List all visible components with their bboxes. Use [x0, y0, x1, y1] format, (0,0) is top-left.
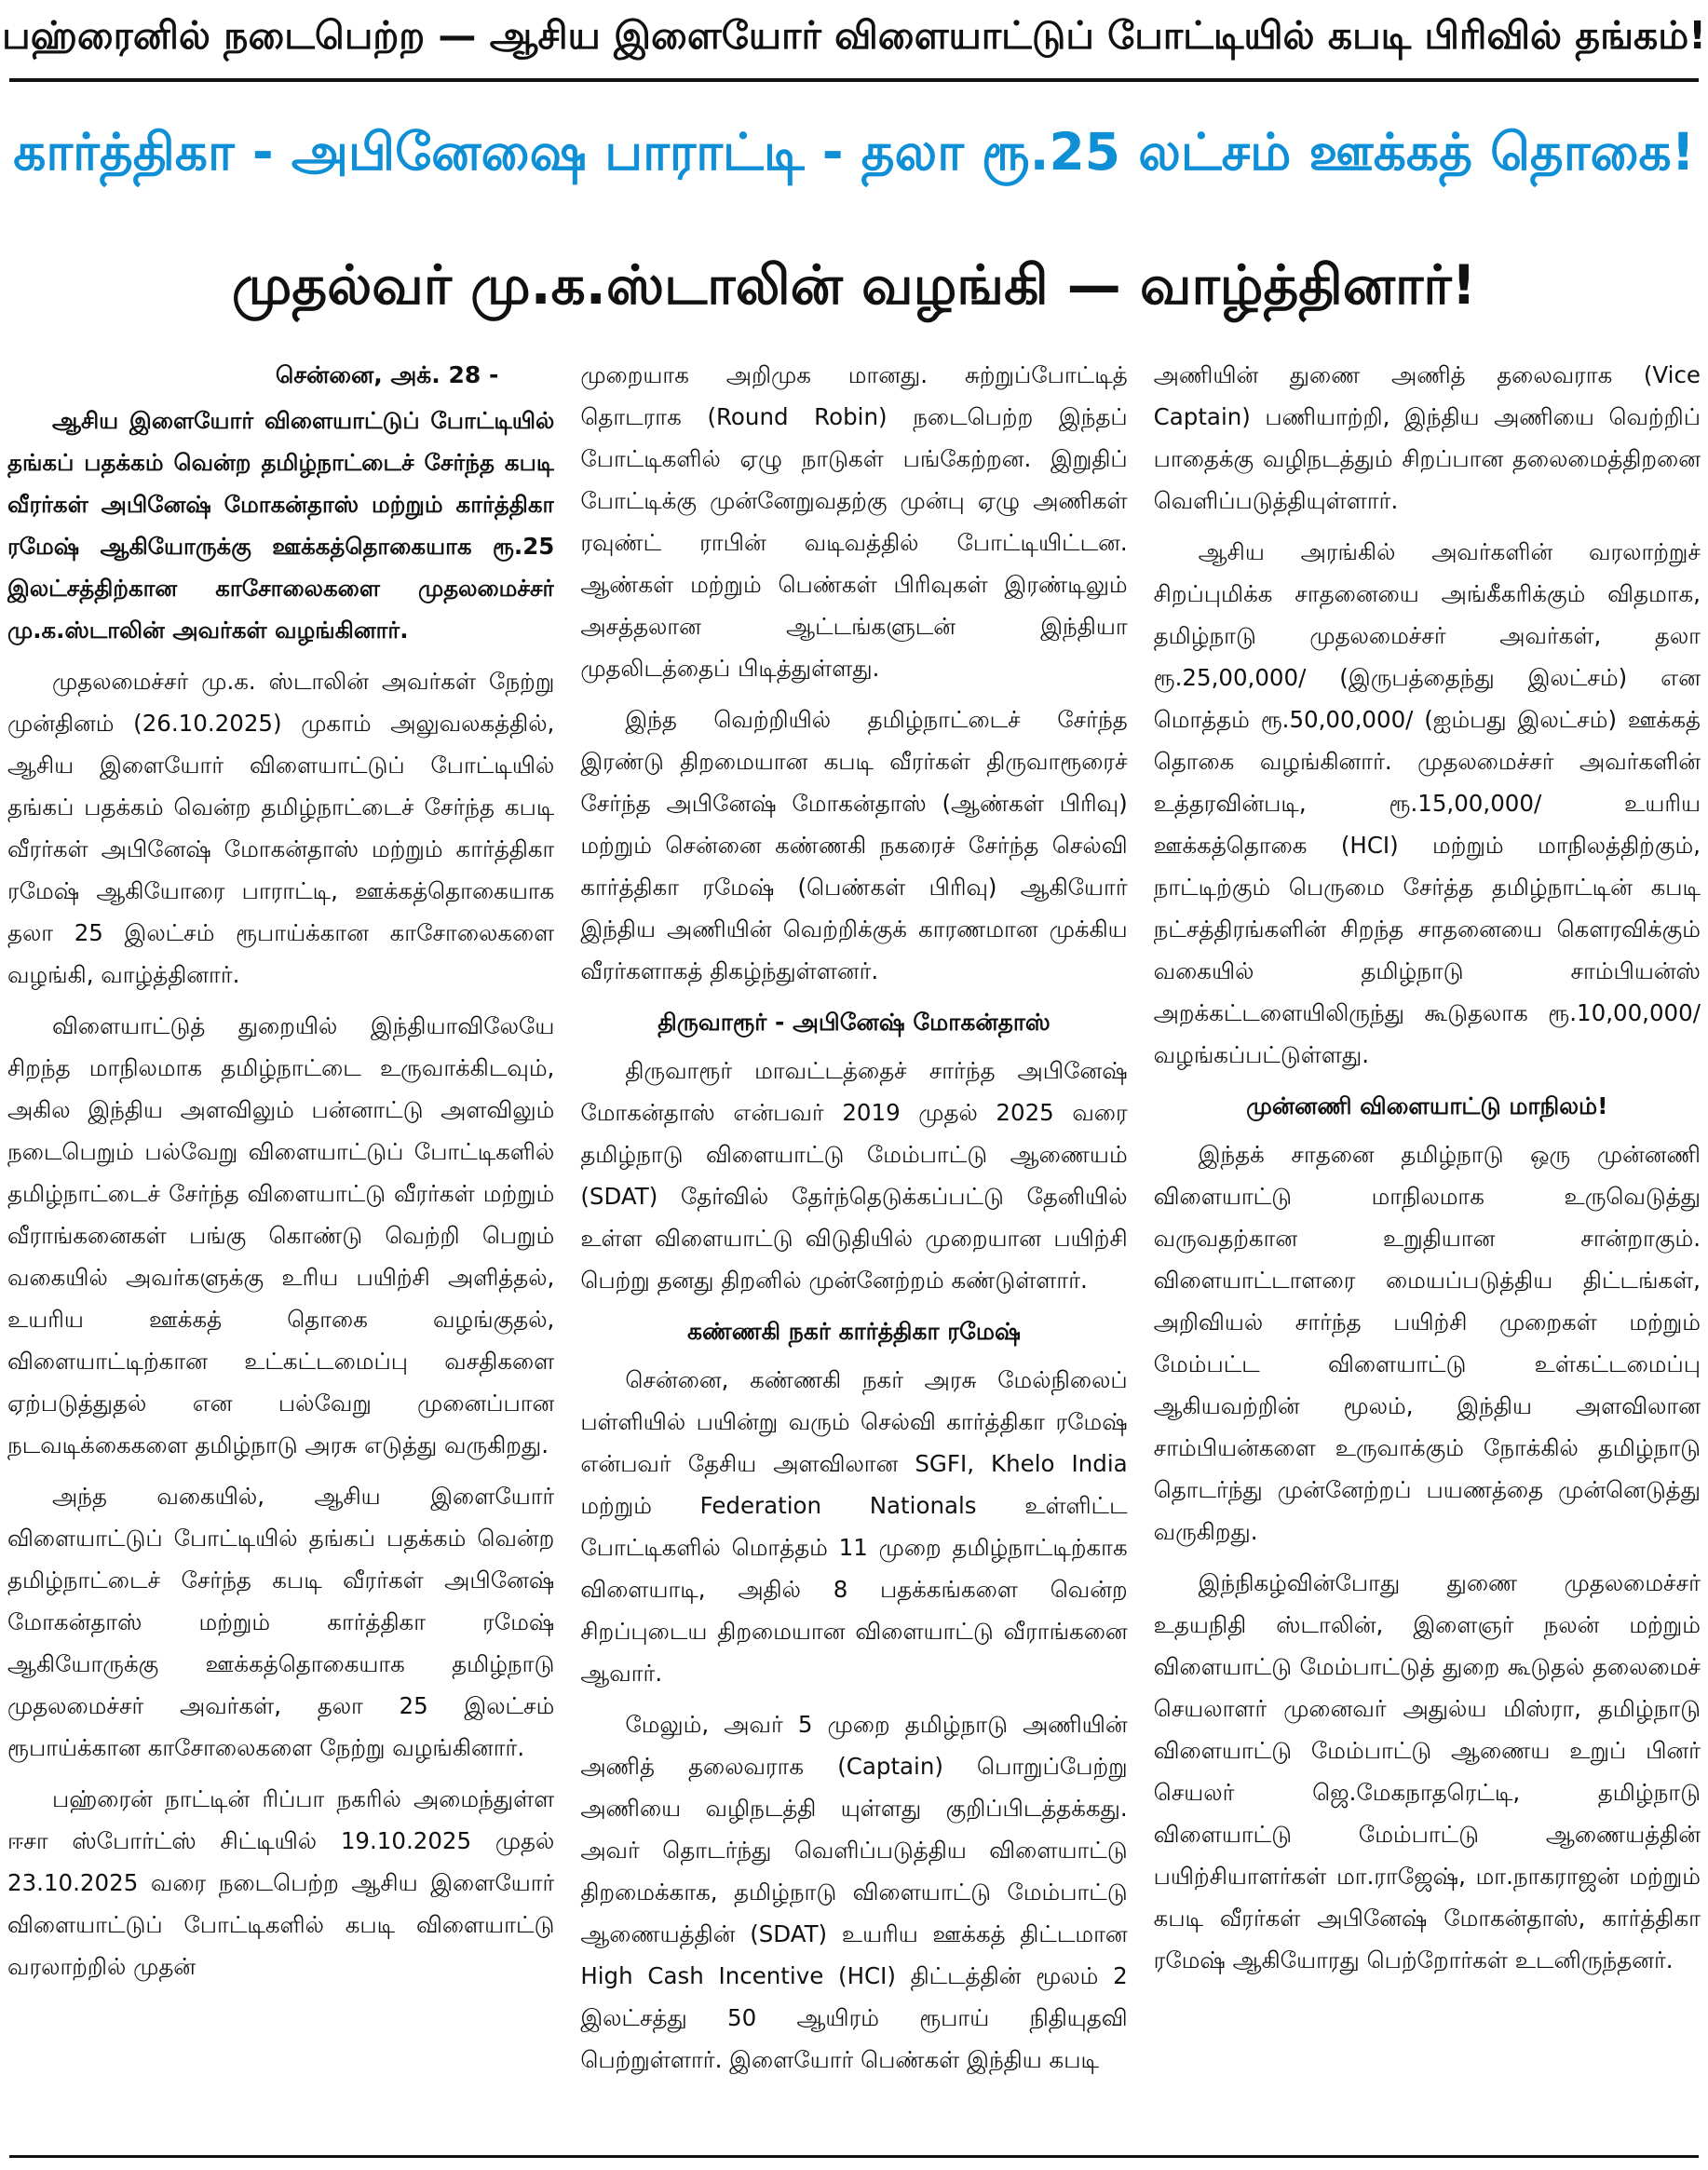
article-body: [7, 354, 1701, 2133]
paragraph: அணியின் துணை அணித் தலைவராக (Vice Captain) பணியாற்றி, இந்திய அணியை வெற்றிப் பாதைக்கு வழிநடத்தும் சிறப்பான தலைமைத்திறனை வெளிப்படுத்தியுள்ளார்.: [1153, 361, 1701, 514]
paragraph: பஹ்ரைன் நாட்டின் ரிப்பா நகரில் அமைந்துள்ள ஈசா ஸ்போர்ட்ஸ் சிட்டியில் 19.10.2025 முதல் 23.10.2025 வரை நடைபெற்ற ஆசிய இளையோர் விளையாட்டுப் போட்டிகளில் கபடி விளையாட்டு வரலாற்றில் முதன்: [7, 1785, 555, 1980]
paragraph: இந்நிகழ்வின்போது துணை முதலமைச்சர் உதயநிதி ஸ்டாலின், இளைஞர் நலன் மற்றும் விளையாட்டு மேம்பாட்டுத் துறை கூடுதல் தலைமைச் செயலாளர் முனைவர் அதுல்ய மிஸ்ரா, தமிழ்நாடு விளையாட்டு மேம்பாட்டு ஆணைய உறுப் பினர் செயலர் ஜெ.மேகநாதரெட்டி, தமிழ்நாடு விளையாட்டு மேம்பாட்டு ஆணையத்தின் பயிற்சியாளர்கள் மா.ராஜேஷ், மா.நாகராஜன் மற்றும் கபடி வீரர்கள் அபினேஷ் மோகன்தாஸ், கார்த்திகா ரமேஷ் ஆகியோரது பெற்றோர்கள் உடனிருந்தனர்.: [1153, 1569, 1701, 1973]
dateline: சென்னை, அக். 28 -: [275, 361, 499, 388]
paragraph: திருவாரூர் மாவட்டத்தைச் சார்ந்த அபினேஷ் மோகன்தாஸ் என்பவர் 2019 முதல் 2025 வரை தமிழ்நாடு விளையாட்டு மேம்பாட்டு ஆணையம் (SDAT) தேர்வில் தேர்ந்தெடுக்கப்பட்டு தேனியில் உள்ள விளையாட்டு விடுதியில் முறையான பயிற்சி பெற்று தனது திறனில் முன்னேற்றம் கண்டுள்ளார்.: [580, 1057, 1128, 1294]
column-1: [7, 354, 554, 2133]
paragraph: விளையாட்டுத் துறையில் இந்தியாவிலேயே சிறந்த மாநிலமாக தமிழ்நாட்டை உருவாக்கிடவும், அகில இந்திய அளவிலும் பன்னாட்டு அளவிலும் நடைபெறும் பல்வேறு விளையாட்டுப் போட்டிகளில் தமிழ்நாட்டைச் சேர்ந்த விளையாட்டு வீரர்கள் மற்றும் வீராங்கனைகள் பங்கு கொண்டு வெற்றி பெறும் வகையில் அவர்களுக்கு உரிய பயிற்சி அளித்தல், உயரிய ஊக்கத் தொகை வழங்குதல், விளையாட்டிற்கான உட்கட்டமைப்பு வசதிகளை ஏற்படுத்துதல் என பல்வேறு முனைப்பான நடவடிக்கைகளை தமிழ்நாடு அரசு எடுத்து வருகிறது.: [7, 1012, 555, 1458]
section-subheading: முன்னணி விளையாட்டு மாநிலம்!: [1246, 1092, 1608, 1119]
section-subheading: கண்ணகி நகர் கார்த்திகா ரமேஷ்: [686, 1318, 1021, 1345]
paragraph: முதலமைச்சர் மு.க. ஸ்டாலின் அவர்கள் நேற்று முன்தினம் (26.10.2025) முகாம் அலுவலகத்தில், ஆசிய இளையோர் விளையாட்டுப் போட்டியில் தங்கப் பதக்கம் வென்ற தமிழ்நாட்டைச் சேர்ந்த கபடி வீரர்கள் அபினேஷ் மோகன்தாஸ் மற்றும் கார்த்திகா ரமேஷ் ஆகியோரை பாராட்டி, ஊக்கத்தொகையாக தலா 25 இலட்சம் ரூபாய்க்கான காசோலைகளை வழங்கி, வாழ்த்தினார்.: [7, 668, 555, 988]
section-subheading: திருவாரூர் - அபினேஷ் மோகன்தாஸ்: [657, 1009, 1051, 1036]
main-headline: கார்த்திகா - அபினேஷை பாராட்டி - தலா ரூ.25 லட்சம் ஊக்கத் தொகை!: [13, 122, 1695, 182]
lead-paragraph: ஆசிய இளையோர் விளையாட்டுப் போட்டியில் தங்கப் பதக்கம் வென்ற தமிழ்நாட்டைச் சேர்ந்த கபடி வீரர்கள் அபினேஷ் மோகன்தாஸ் மற்றும் கார்த்திகா ரமேஷ் ஆகியோருக்கு ஊக்கத்தொகையாக ரூ.25 இலட்சத்திற்கான காசோலைகளை முதலமைச்சர் மு.க.ஸ்டாலின் அவர்கள் வழங்கினார்.: [7, 407, 555, 644]
paragraph: இந்த வெற்றியில் தமிழ்நாட்டைச் சேர்ந்த இரண்டு திறமையான கபடி வீரர்கள் திருவாரூரைச் சேர்ந்த அபினேஷ் மோகன்தாஸ் (ஆண்கள் பிரிவு) மற்றும் சென்னை கண்ணகி நகரைச் சேர்ந்த செல்வி கார்த்திகா ரமேஷ் (பெண்கள் பிரிவு) ஆகியோர் இந்திய அணியின் வெற்றிக்குக் காரணமான முக்கிய வீரர்களாகத் திகழ்ந்துள்ளனர்.: [580, 706, 1128, 984]
sub-headline: முதல்வர் மு.க.ஸ்டாலின் வழங்கி — வாழ்த்தினார்!: [231, 253, 1477, 317]
paragraph: அந்த வகையில், ஆசிய இளையோர் விளையாட்டுப் போட்டியில் தங்கப் பதக்கம் வென்ற தமிழ்நாட்டைச் சேர்ந்த கபடி வீரர்கள் அபினேஷ் மோகன்தாஸ் மற்றும் கார்த்திகா ரமேஷ் ஆகியோருக்கு ஊக்கத்தொகையாக தமிழ்நாடு முதலமைச்சர் அவர்கள், தலா 25 இலட்சம் ரூபாய்க்கான காசோலைகளை நேற்று வழங்கினார்.: [7, 1483, 555, 1761]
paragraph: மேலும், அவர் 5 முறை தமிழ்நாடு அணியின் அணித் தலைவராக (Captain) பொறுப்பேற்று அணியை வழிநடத்தி யுள்ளது குறிப்பிடத்தக்கது. அவர் தொடர்ந்து வெளிப்படுத்திய விளையாட்டு திறமைக்காக, தமிழ்நாடு விளையாட்டு மேம்பாட்டு ஆணையத்தின் (SDAT) உயரிய ஊக்கத் திட்டமான High Cash Incentive (HCI) திட்டத்தின் மூலம் 2 இலட்சத்து 50 ஆயிரம் ரூபாய் நிதியுதவி பெற்றுள்ளார். இளையோர் பெண்கள் இந்திய கபடி: [580, 1711, 1128, 2073]
column-3: [1154, 354, 1701, 2133]
paragraph: சென்னை, கண்ணகி நகர் அரசு மேல்நிலைப் பள்ளியில் பயின்று வரும் செல்வி கார்த்திகா ரமேஷ் என்பவர் தேசிய அளவிலான SGFI, Khelo India மற்றும் Federation Nationals உள்ளிட்ட போட்டிகளில் மொத்தம் 11 முறை தமிழ்நாட்டிற்காக விளையாடி, அதில் 8 பதக்கங்களை வென்ற சிறப்புடைய திறமையான விளையாட்டு வீராங்கனை ஆவார்.: [580, 1366, 1128, 1687]
header-rule: [9, 78, 1699, 82]
paragraph: இந்தக் சாதனை தமிழ்நாடு ஒரு முன்னணி விளையாட்டு மாநிலமாக உருவெடுத்து வருவதற்கான உறுதியான சான்றாகும். விளையாட்டாளரை மையப்படுத்திய திட்டங்கள், அறிவியல் சார்ந்த பயிற்சி முறைகள் மற்றும் மேம்பட்ட விளையாட்டு உள்கட்டமைப்பு ஆகியவற்றின் மூலம், இந்திய அளவிலான சாம்பியன்களை உருவாக்கும் நோக்கில் தமிழ்நாடு தொடர்ந்து முன்னேற்றப் பயணத்தை முன்னெடுத்து வருகிறது.: [1153, 1141, 1701, 1545]
paragraph: முறையாக அறிமுக மானது. சுற்றுப்போட்டித் தொடராக (Round Robin) நடைபெற்ற இந்தப் போட்டிகளில் ஏழு நாடுகள் பங்கேற்றன. இறுதிப் போட்டிக்கு முன்னேறுவதற்கு முன்பு ஏழு அணிகள் ரவுண்ட் ராபின் வடிவத்தில் போட்டியிட்டன. ஆண்கள் மற்றும் பெண்கள் பிரிவுகள் இரண்டிலும் அசத்தலான ஆட்டங்களுடன் இந்தியா முதலிடத்தைப் பிடித்துள்ளது.: [580, 361, 1128, 682]
paragraph: ஆசிய அரங்கில் அவர்களின் வரலாற்றுச் சிறப்புமிக்க சாதனையை அங்கீகரிக்கும் விதமாக, தமிழ்நாடு முதலமைச்சர் அவர்கள், தலா ரூ.25,00,000/ (இருபத்தைந்து இலட்சம்) என மொத்தம் ரூ.50,00,000/ (ஐம்பது இலட்சம்) ஊக்கத் தொகை வழங்கினார். முதலமைச்சர் அவர்களின் உத்தரவின்படி, ரூ.15,00,000/ உயரிய ஊக்கத்தொகை (HCI) மற்றும் மாநிலத்திற்கும், நாட்டிற்கும் பெருமை சேர்த்த தமிழ்நாட்டின் கபடி நட்சத்திரங்களின் சிறந்த சாதனையை கௌரவிக்கும் வகையில் தமிழ்நாடு சாம்பியன்ஸ் அறக்கட்டளையிலிருந்து கூடுதலாக ரூ.10,00,000/ வழங்கப்பட்டுள்ளது.: [1153, 538, 1701, 1068]
kicker-headline: பஹ்ரைனில் நடைபெற்ற — ஆசிய இளையோர் விளையாட்டுப் போட்டியில் கபடி பிரிவில் தங்கம்!: [2, 13, 1706, 58]
footer-rule: [9, 2155, 1699, 2158]
column-2: [580, 354, 1127, 2133]
